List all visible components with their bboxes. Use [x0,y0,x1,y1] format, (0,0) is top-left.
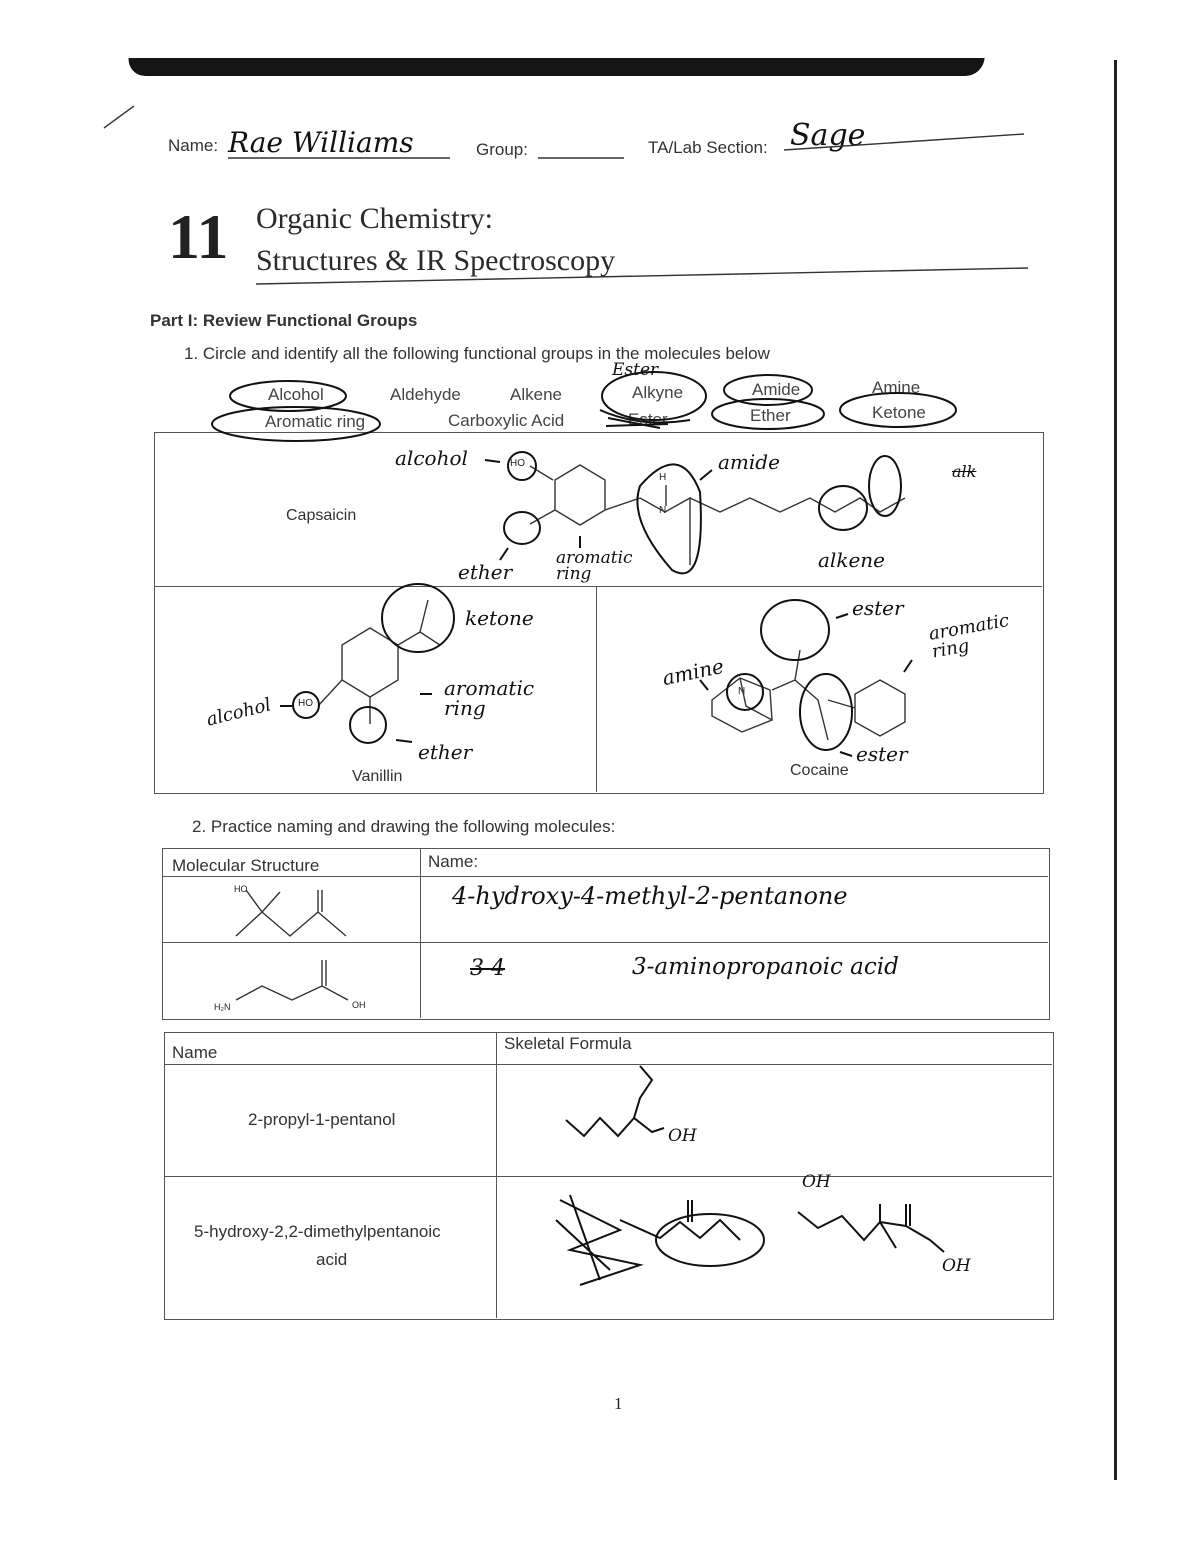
atom-row2-h2n: H₂N [214,1002,231,1012]
answer-row-2: 3-aminopropanoic acid [632,954,899,980]
drawn-oh-3: OH [942,1256,971,1276]
annot-coc-aromatic: aromatic ring [927,610,1011,663]
row-name-5-hydroxy-line1: 5-hydroxy-2,2-dimethylpentanoic [194,1222,441,1241]
annot-cap-alkene: alkene [818,548,885,572]
annot-coc-ester-bottom: ester [856,742,908,766]
annot-van-aromatic: aromatic ring [444,676,535,720]
fg-circles [212,372,956,441]
drawn-5-hydroxy-final [798,1204,944,1252]
row-name-5-hydroxy-line2: acid [316,1250,348,1269]
drawn-oh-1: OH [668,1126,697,1146]
fg-aldehyde: Aldehyde [390,385,461,404]
fg-amine: Amine [872,378,921,397]
answer-row-1: 4-hydroxy-4-methyl-2-pentanone [452,882,848,910]
cocaine-circles [700,600,912,756]
capsaicin-circles [485,452,901,573]
annot-coc-amine: amine [660,653,726,691]
vanillin-circles [280,584,454,743]
cocaine-label: Cocaine [790,762,849,779]
page-number: 1 [614,1394,623,1413]
question-2-prompt: 2. Practice naming and drawing the following molecules: [192,817,616,836]
capsaicin-structure [530,465,905,565]
title-line-2: Structures & IR Spectroscopy [256,244,616,277]
fg-ketone: Ketone [872,403,926,422]
atom-cap-h: H [659,472,667,483]
ester-handwritten-note: Ester [612,360,659,380]
atom-cap-ho: HO [510,458,525,469]
annot-van-ketone: ketone [465,606,534,630]
atom-van-ho: HO [298,698,313,709]
atom-coc-n: N [738,686,746,697]
title-line-1: Organic Chemistry: [256,202,493,235]
ta-value: Sage [790,118,866,153]
drawing-table-col2: Skeletal Formula [504,1034,632,1053]
fg-alkene: Alkene [510,385,562,404]
naming-table-col2: Name: [428,852,479,871]
drawn-5-hydroxy-scribble [556,1195,764,1285]
annot-van-alcohol: alcohol [204,694,274,731]
naming-table-col1: Molecular Structure [172,856,320,875]
group-label: Group: [476,140,528,159]
fg-alcohol: Alcohol [268,385,324,404]
annot-cap-alk: alk [952,462,977,481]
drawn-oh-2: OH [802,1172,831,1192]
row2-structure [236,960,348,1000]
atom-row2-oh: OH [352,1000,366,1010]
row1-structure [236,890,346,936]
part-1-heading: Part I: Review Functional Groups [150,311,418,330]
drawing-table-col1: Name [172,1043,218,1062]
atom-cap-n: N [659,505,667,516]
ta-label: TA/Lab Section: [648,138,768,157]
cocaine-structure [712,650,905,740]
drawn-2-propyl-1-pentanol [566,1066,664,1136]
annot-cap-alcohol: alcohol [395,446,468,470]
vanillin-label: Vanillin [352,768,403,785]
vanillin-structure [318,600,440,724]
fg-carboxylic-acid: Carboxylic Acid [448,411,565,430]
annot-van-ether: ether [418,740,473,764]
fg-aromatic-ring: Aromatic ring [265,412,366,431]
fg-ether: Ether [750,406,791,425]
fg-amide: Amide [752,380,801,399]
name-value: Rae Williams [228,126,414,159]
annot-cap-amide: amide [718,450,780,474]
pencil-mark [104,106,134,128]
atom-row1-ho: HO [234,884,248,894]
fg-alkyne: Alkyne [632,383,684,402]
row-name-2-propyl-1-pentanol: 2-propyl-1-pentanol [248,1110,396,1129]
annot-cap-ether: ether [458,560,513,584]
annot-coc-ester-top: ester [852,596,904,620]
name-label: Name: [168,136,219,155]
answer-row-2-scratch: 3 4 [470,956,505,981]
annot-cap-aromatic: aromatic ring [556,548,633,584]
chapter-number: 11 [168,201,229,272]
question-1-prompt: 1. Circle and identify all the following functional groups in the molecules below [184,344,770,363]
capsaicin-label: Capsaicin [286,507,357,524]
fg-ester: Ester [628,410,668,429]
